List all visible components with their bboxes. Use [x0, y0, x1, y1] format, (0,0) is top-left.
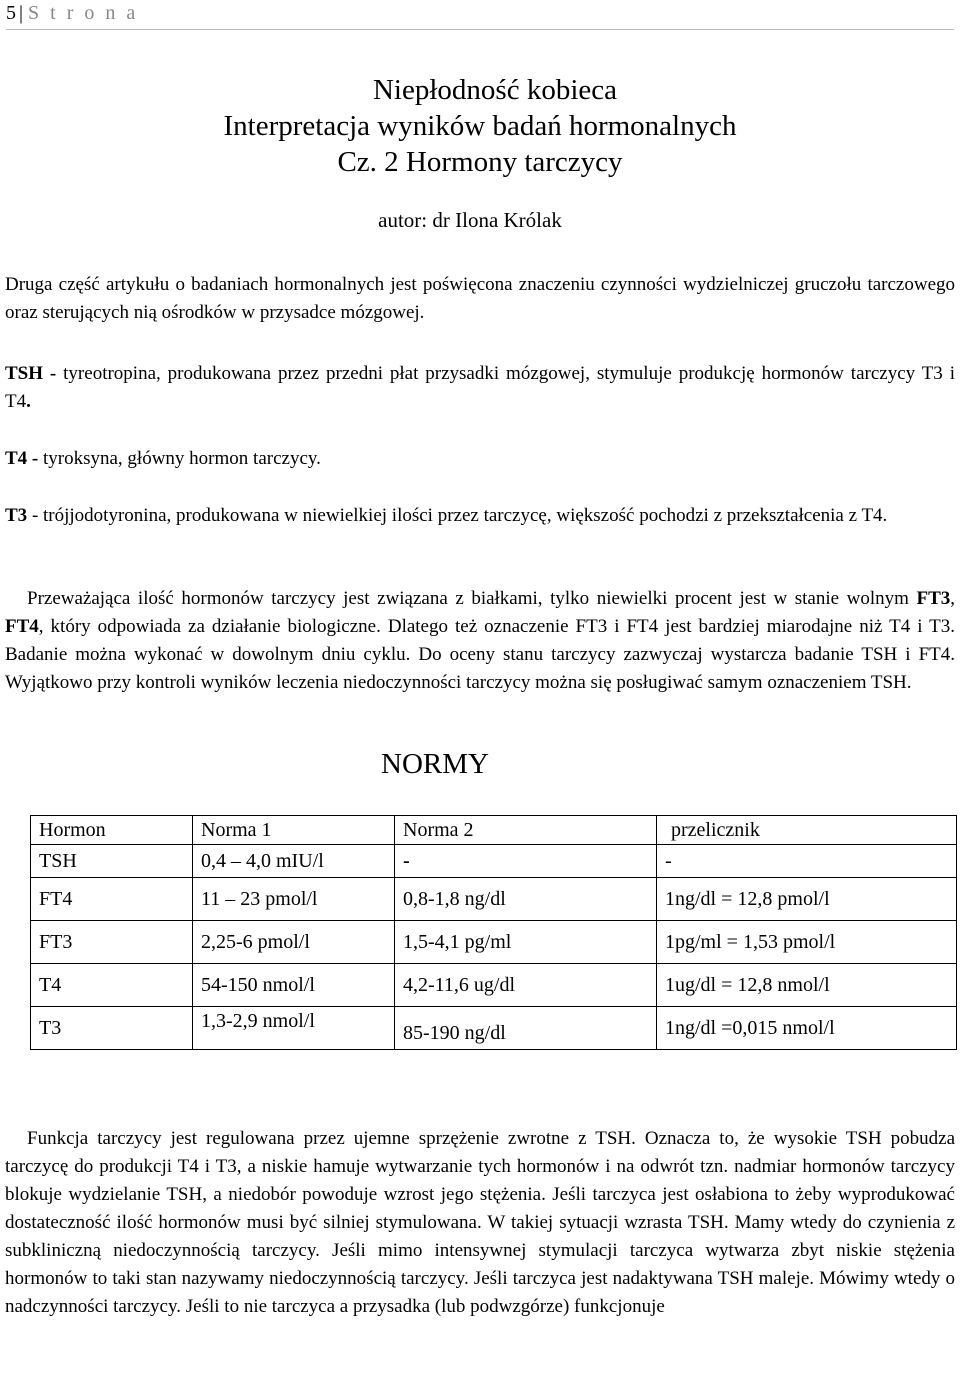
comma-sep: , — [950, 588, 955, 609]
table-cell: 1ng/dl = 12,8 pmol/l — [657, 878, 957, 921]
free-hormones-part1: Przeważająca ilość hormonów tarczycy jest związana z białkami, tylko niewielki procent jest w stanie wolnym — [27, 588, 917, 609]
t3-norm2-value: 85-190 ng/dl — [403, 1021, 506, 1044]
table-cell — [193, 1007, 395, 1050]
page-label: S t r o n a — [28, 2, 139, 24]
table-cell: T4 — [31, 964, 193, 1007]
t4-term: T4 - — [5, 448, 39, 469]
tsh-text: tyreotropina, produkowana przez przedni płat przysadki mózgowej, stymuluje produkcję hormonów tarczycy T3 i T4 — [5, 363, 955, 412]
tsh-term: TSH - — [5, 363, 57, 384]
tsh-definition — [5, 360, 955, 416]
page-header — [6, 2, 954, 30]
norms-table — [30, 815, 957, 1050]
column-header: Hormon — [31, 816, 193, 845]
ft4-bold: FT4 — [5, 616, 39, 637]
table-row — [31, 921, 957, 964]
table-cell — [395, 1007, 657, 1050]
table-header-row — [31, 816, 957, 845]
header-separator: | — [19, 2, 24, 24]
table-cell: T3 — [31, 1007, 193, 1050]
title-line-1: Niepłodność kobieca — [372, 74, 617, 106]
t3-term: T3 — [5, 505, 28, 526]
table-cell: 11 – 23 pmol/l — [193, 878, 395, 921]
intro-paragraph: Druga część artykułu o badaniach hormonalnych jest poświęcona znaczeniu czynności wydzielniczej gruczołu tarczowego oraz sterujących nią ośrodków w przysadce mózgowej. — [5, 274, 955, 323]
page-number: 5 — [6, 2, 16, 24]
table-cell: 1pg/ml = 1,53 pmol/l — [657, 921, 957, 964]
table-cell: FT4 — [31, 878, 193, 921]
table-cell: 4,2-11,6 ug/dl — [395, 964, 657, 1007]
table-row — [31, 845, 957, 878]
table-cell: TSH — [31, 845, 193, 878]
table-row — [31, 964, 957, 1007]
table-cell: FT3 — [31, 921, 193, 964]
table-cell: - — [395, 845, 657, 878]
t3-definition — [5, 502, 955, 530]
ft3-bold: FT3 — [916, 588, 951, 609]
norms-heading: NORMY — [381, 748, 489, 780]
table-cell: 1ng/dl =0,015 nmol/l — [657, 1007, 957, 1050]
tsh-end: . — [26, 391, 31, 412]
t3-text: - trójjodotyronina, produkowana w niewielkiej ilości przez tarczycę, większość pochodzi z przekształcenia z T4. — [27, 505, 888, 526]
column-header: Norma 2 — [395, 816, 657, 845]
table-cell: - — [657, 845, 957, 878]
table-cell: 0,4 – 4,0 mIU/l — [193, 845, 395, 878]
table-cell: 1ug/dl = 12,8 nmol/l — [657, 964, 957, 1007]
t3-norm1-value: 1,3-2,9 nmol/l — [201, 1009, 315, 1032]
feedback-paragraph: Funkcja tarczycy jest regulowana przez ujemne sprzężenie zwrotne z TSH. Oznacza to, że wysokie TSH pobudza tarczycę do produkcji T4 i T3, a niskie hamuje wytwarzanie tych hormonów i na odwrót tzn. nadmiar hormonów tarczycy blokuje wydzielanie TSH, a niedobór powoduje wzrost jego stężenia. Jeśli tarczyca jest osłabiona to żeby wyprodukować dostateczność ilość hormonów musi być silniej stymulowana. W takiej sytuacji wzrasta TSH. Mamy wtedy do czynienia z subkliniczną niedoczynnością tarczycy. Jeśli mimo intensywnej stymulacji tarczyca wytwarza zbyt niskie stężenia hormonów to taki stan nazywamy niedoczynnością tarczycy. Jeśli tarczyca jest nadaktywana TSH maleje. Mówimy wtedy o nadczynności tarczycy. Jeśli to nie tarczyca a przysadka (lub podwzgórze) funkcjonuje — [5, 1128, 955, 1317]
table-row — [31, 878, 957, 921]
t4-text: tyroksyna, główny hormon tarczycy. — [38, 448, 321, 469]
title-line-2: Interpretacja wyników badań hormonalnych — [223, 110, 737, 142]
column-header: Norma 1 — [193, 816, 395, 845]
table-row — [31, 1007, 957, 1050]
table-cell: 1,5-4,1 pg/ml — [395, 921, 657, 964]
free-hormones-paragraph — [5, 585, 955, 697]
author-line: autor: dr Ilona Królak — [378, 208, 562, 232]
column-header: przelicznik — [657, 816, 957, 845]
table-cell: 2,25-6 pmol/l — [193, 921, 395, 964]
t4-definition — [5, 445, 955, 473]
title-line-3: Cz. 2 Hormony tarczycy — [337, 146, 623, 178]
free-hormones-part2: , który odpowiada za działanie biologiczne. Dlatego też oznaczenie FT3 i FT4 jest bardziej miarodajne niż T4 i T3. Badanie można wykonać w dowolnym dniu cyklu. Do oceny stanu tarczycy zazwyczaj wystarcza badanie TSH i FT4. Wyjątkowo przy kontroli wyników leczenia niedoczynności tarczycy można się posługiwać samym oznaczeniem TSH. — [5, 616, 955, 693]
document-title — [0, 72, 960, 180]
table-cell: 54-150 nmol/l — [193, 964, 395, 1007]
table-cell: 0,8-1,8 ng/dl — [395, 878, 657, 921]
